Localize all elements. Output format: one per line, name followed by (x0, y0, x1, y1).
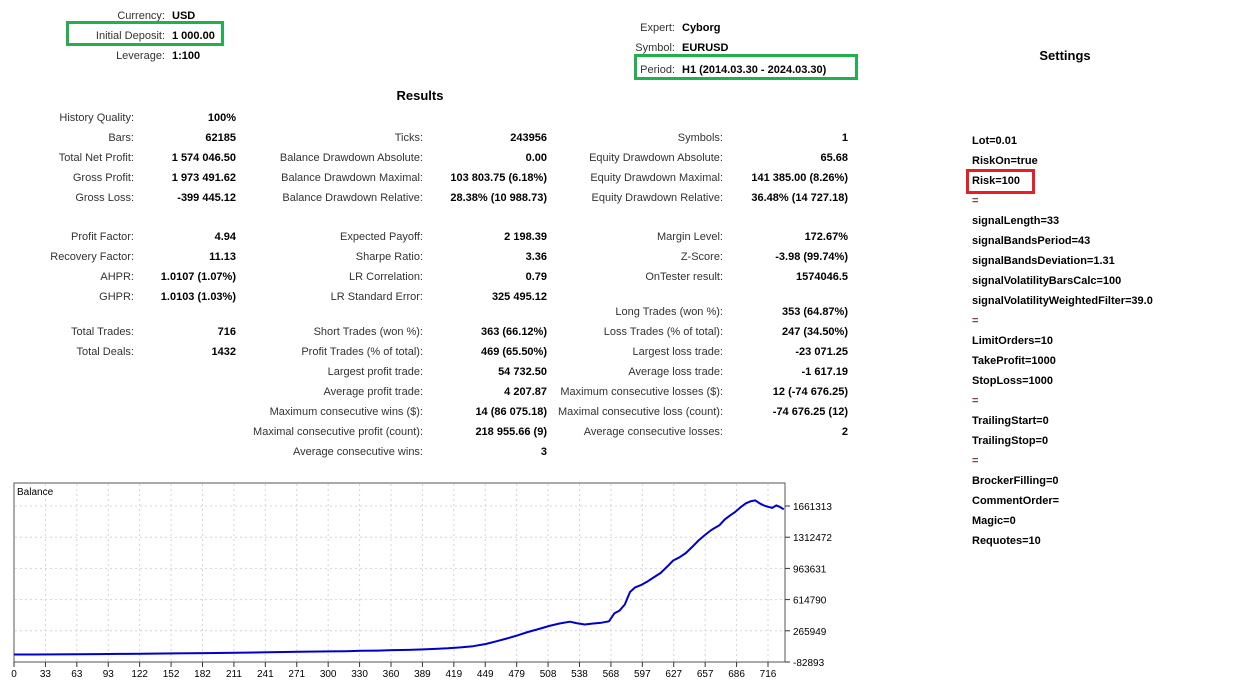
stat-row (0, 227, 236, 247)
leverage-label: Leverage: (116, 50, 165, 62)
stat-label: Long Trades (won %): (615, 306, 723, 318)
symbol-value: EURUSD (682, 42, 729, 54)
stat-row (550, 322, 848, 342)
stat-row (250, 188, 547, 208)
stat-value: -399 445.12 (177, 192, 236, 204)
stat-value: 4.94 (214, 231, 236, 243)
stat-row (250, 402, 547, 422)
settings-separator: = (972, 395, 979, 407)
chart-xtick-label: 211 (225, 669, 242, 680)
stat-row (250, 322, 547, 342)
settings-item: BrockerFilling=0 (972, 475, 1059, 487)
chart-ytick-label: 1661313 (793, 502, 832, 513)
results-column-left (0, 108, 236, 362)
chart-ytick-label: 1312472 (793, 533, 832, 545)
stat-row (0, 168, 236, 188)
settings-title: Settings (1039, 48, 1091, 63)
stat-value: 716 (217, 326, 236, 338)
stat-label: Average profit trade: (323, 386, 423, 398)
stat-row (0, 247, 236, 267)
symbol-label: Symbol: (635, 42, 675, 54)
stat-value: 243956 (510, 132, 547, 144)
stat-value: 36.48% (14 727.18) (751, 192, 848, 204)
stat-row (0, 108, 236, 128)
stat-value: 1 574 046.50 (171, 152, 236, 164)
stat-label: Maximum consecutive wins ($): (269, 406, 423, 418)
stat-value: 353 (64.87%) (781, 306, 848, 318)
stat-value: -1 617.19 (801, 366, 848, 378)
stat-label: Balance Drawdown Maximal: (281, 172, 423, 184)
stat-row (0, 322, 236, 342)
stat-value: 14 (86 075.18) (475, 406, 547, 418)
stat-row (0, 188, 236, 208)
chart-xtick-label: 686 (728, 669, 745, 680)
leverage-value: 1:100 (172, 50, 201, 62)
expert-label: Expert: (640, 22, 675, 34)
settings-item: Lot=0.01 (972, 135, 1017, 147)
stat-label: Average consecutive wins: (292, 446, 423, 458)
stat-row (250, 442, 547, 462)
stat-row (250, 227, 547, 247)
stat-value: 247 (34.50%) (781, 326, 848, 338)
stat-row (250, 267, 547, 287)
results-column-right (550, 128, 848, 442)
stat-label: Recovery Factor: (50, 251, 134, 263)
chart-xtick-label: 389 (414, 669, 431, 680)
settings-item: signalVolatilityWeightedFilter=39.0 (972, 295, 1153, 307)
stat-value: 363 (66.12%) (480, 326, 547, 338)
stat-label: LR Correlation: (349, 271, 423, 283)
stat-value: 28.38% (10 988.73) (450, 192, 547, 204)
settings-item: CommentOrder= (972, 495, 1060, 507)
stat-row (250, 247, 547, 267)
settings-item: Magic=0 (972, 515, 1016, 527)
stat-value: 0.79 (525, 271, 547, 283)
stat-label: Symbols: (677, 132, 723, 144)
stat-label: Average loss trade: (628, 366, 723, 378)
stat-row (0, 148, 236, 168)
settings-list (972, 131, 1257, 551)
settings-item: StopLoss=1000 (972, 375, 1054, 387)
stat-label: Short Trades (won %): (313, 326, 423, 338)
stat-value: 65.68 (820, 152, 848, 164)
stat-value: 54 732.50 (498, 366, 547, 378)
stat-label: OnTester result: (645, 271, 723, 283)
stat-label: Bars: (108, 132, 134, 144)
stat-value: 2 198.39 (504, 231, 547, 243)
stat-row (0, 287, 236, 307)
stat-row (250, 362, 547, 382)
stat-label: Gross Profit: (72, 172, 134, 184)
stat-row (550, 148, 848, 168)
stat-value: 62185 (205, 132, 236, 144)
stat-label: Total Deals: (76, 346, 134, 358)
stat-value: 11.13 (209, 251, 236, 263)
initial-deposit-value: 1 000.00 (172, 30, 215, 42)
stat-label: Sharpe Ratio: (355, 251, 423, 263)
stat-label: Equity Drawdown Absolute: (589, 152, 723, 164)
stat-label: Gross Loss: (75, 192, 134, 204)
stat-value: 469 (65.50%) (480, 346, 547, 358)
stat-value: 3 (540, 446, 547, 458)
settings-separator: = (972, 315, 979, 327)
settings-item: LimitOrders=10 (972, 335, 1054, 347)
stat-label: History Quality: (59, 112, 134, 124)
chart-xtick-label: 479 (508, 669, 526, 680)
chart-xtick-label: 627 (665, 669, 683, 680)
chart-xtick-label: 538 (571, 669, 588, 680)
stat-label: AHPR: (100, 271, 134, 283)
stat-row (250, 168, 547, 188)
settings-item: TrailingStop=0 (972, 435, 1049, 447)
stat-label: Total Trades: (71, 326, 134, 338)
results-title: Results (396, 88, 444, 103)
currency-value: USD (172, 10, 196, 22)
stat-row (250, 287, 547, 307)
stat-value: 3.36 (525, 251, 547, 263)
stat-row (250, 148, 547, 168)
stat-label: Z-Score: (680, 251, 723, 263)
chart-xtick-label: 63 (71, 669, 83, 680)
stat-row (550, 267, 848, 287)
chart-xtick-label: 271 (288, 669, 306, 680)
chart-xtick-label: 597 (633, 669, 651, 680)
stat-label: Margin Level: (656, 231, 723, 243)
stat-label: Largest profit trade: (327, 366, 423, 378)
stat-row (550, 128, 848, 148)
stat-label: Largest loss trade: (632, 346, 723, 358)
chart-xtick-label: 182 (194, 669, 211, 680)
stat-label: LR Standard Error: (330, 291, 423, 303)
chart-xtick-label: 93 (102, 669, 114, 680)
chart-xtick-label: 330 (351, 669, 368, 680)
settings-item: TrailingStart=0 (972, 415, 1049, 427)
stat-value: 100% (207, 112, 236, 124)
chart-title: Balance (17, 487, 54, 498)
stat-value: 0.00 (525, 152, 547, 164)
stat-label: Balance Drawdown Absolute: (279, 152, 423, 164)
settings-item: Requotes=10 (972, 535, 1041, 547)
stat-label: Total Net Profit: (58, 152, 134, 164)
chart-xtick-label: 449 (476, 669, 494, 680)
stat-row (550, 227, 848, 247)
chart-xtick-label: 508 (539, 669, 557, 680)
stat-row (250, 342, 547, 362)
period-value: H1 (2014.03.30 - 2024.03.30) (682, 64, 827, 76)
stat-label: Maximum consecutive losses ($): (560, 386, 723, 398)
stat-row (550, 342, 848, 362)
stat-value: 4 207.87 (504, 386, 547, 398)
stat-row (550, 422, 848, 442)
settings-separator: = (972, 195, 979, 207)
stat-value: 103 803.75 (6.18%) (450, 172, 547, 184)
stat-row (550, 188, 848, 208)
stat-value: 2 (841, 426, 848, 438)
chart-ytick-label: 614790 (793, 595, 827, 607)
stat-value: 1.0103 (1.03%) (160, 291, 236, 303)
balance-chart (0, 478, 860, 682)
chart-xtick-label: 568 (602, 669, 620, 680)
stat-value: -3.98 (99.74%) (775, 251, 848, 263)
stat-label: Average consecutive losses: (583, 426, 723, 438)
stat-row (250, 422, 547, 442)
settings-item: Risk=100 (972, 175, 1021, 187)
chart-xtick-label: 300 (319, 669, 337, 680)
chart-ytick-label: 265949 (793, 626, 827, 638)
stat-row (550, 362, 848, 382)
stat-row (250, 128, 547, 148)
stat-row (550, 302, 848, 322)
chart-xtick-label: 0 (11, 669, 17, 680)
stat-label: Equity Drawdown Maximal: (590, 172, 723, 184)
stat-value: -74 676.25 (12) (772, 406, 848, 418)
expert-value: Cyborg (682, 22, 721, 34)
stat-label: Maximal consecutive loss (count): (557, 406, 723, 418)
chart-ytick-label: -82893 (793, 658, 825, 669)
stat-row (250, 382, 547, 402)
chart-plot-area (14, 483, 785, 662)
initial-deposit-label: Initial Deposit: (95, 30, 165, 42)
stat-label: GHPR: (99, 291, 134, 303)
stat-value: 1 (841, 132, 848, 144)
stat-value: 1.0107 (1.07%) (160, 271, 236, 283)
settings-item: signalBandsDeviation=1.31 (972, 255, 1115, 267)
chart-xtick-label: 419 (445, 669, 463, 680)
settings-item: RiskOn=true (972, 155, 1038, 167)
chart-xtick-label: 716 (759, 669, 777, 680)
stat-label: Balance Drawdown Relative: (282, 192, 423, 204)
chart-ytick-label: 963631 (793, 564, 827, 576)
settings-item: signalLength=33 (972, 215, 1060, 227)
stat-value: -23 071.25 (795, 346, 848, 358)
stat-row (0, 267, 236, 287)
stat-row (0, 128, 236, 148)
stat-label: Profit Trades (% of total): (301, 346, 423, 358)
stat-value: 12 (-74 676.25) (772, 386, 848, 398)
settings-item: signalBandsPeriod=43 (972, 235, 1091, 247)
chart-xtick-label: 657 (696, 669, 714, 680)
stat-row (550, 168, 848, 188)
chart-xtick-label: 241 (256, 669, 274, 680)
stat-value: 172.67% (804, 231, 848, 243)
stat-row (550, 382, 848, 402)
currency-label: Currency: (117, 10, 165, 22)
chart-xtick-label: 122 (131, 669, 149, 680)
settings-item: TakeProfit=1000 (972, 355, 1056, 367)
stat-label: Equity Drawdown Relative: (591, 192, 723, 204)
stat-value: 141 385.00 (8.26%) (751, 172, 848, 184)
stat-value: 325 495.12 (491, 291, 547, 303)
stat-value: 218 955.66 (9) (475, 426, 547, 438)
settings-separator: = (972, 455, 979, 467)
stat-row (0, 342, 236, 362)
chart-xtick-label: 360 (382, 669, 400, 680)
period-label: Period: (640, 64, 675, 76)
stat-row (550, 247, 848, 267)
results-column-middle (250, 128, 547, 462)
stat-row (550, 402, 848, 422)
chart-xtick-label: 152 (162, 669, 180, 680)
stat-value: 1 973 491.62 (171, 172, 236, 184)
stat-label: Expected Payoff: (340, 231, 423, 243)
chart-xtick-label: 33 (39, 669, 51, 680)
stat-label: Profit Factor: (71, 231, 134, 243)
stat-label: Ticks: (394, 132, 423, 144)
stat-label: Maximal consecutive profit (count): (253, 426, 423, 438)
stat-value: 1432 (211, 346, 236, 358)
stat-label: Loss Trades (% of total): (603, 326, 723, 338)
stat-value: 1574046.5 (796, 271, 848, 283)
settings-item: signalVolatilityBarsCalc=100 (972, 275, 1122, 287)
